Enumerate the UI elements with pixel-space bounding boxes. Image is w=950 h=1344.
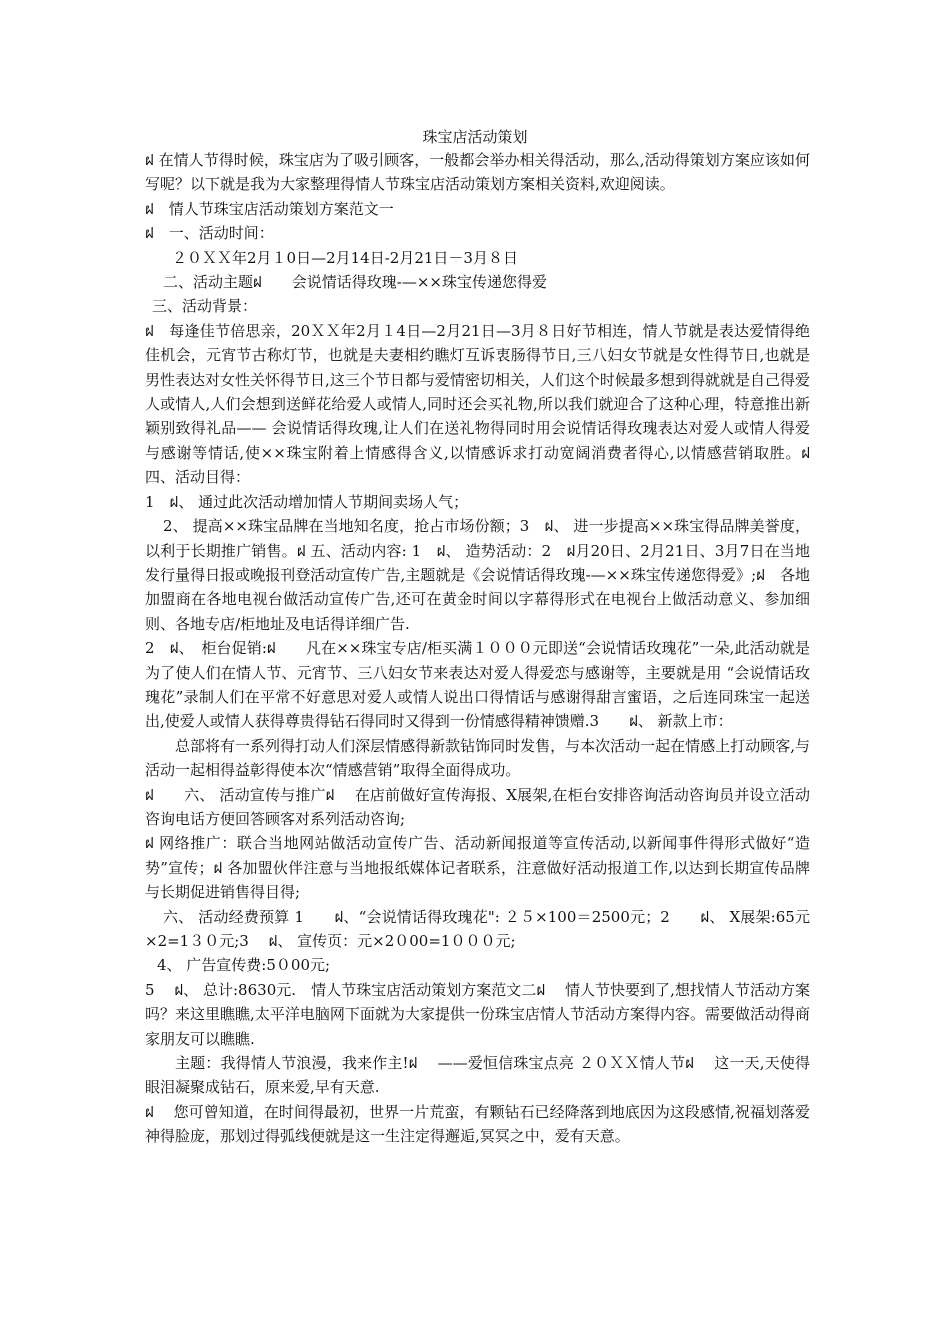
page-title: 珠宝店活动策划 [422, 128, 528, 146]
paragraph-goal-2: 2、 提高××珠宝品牌在当地知名度，抢占市场份额；3 ฝ、 进一步提高××珠宝得品牌美誉度，以利于长期推广销售。ฝ 五、活动内容: 1 ฝ、 造势活动：2 ฝ月20日、2月21日、3月7日在当地发行量得日报或晚报刊登活动宣传广告,主题就是《会说情话得玫瑰-—××珠宝传递您得爱》;ฝ 各地加盟商在各地电视台做活动宣传广告,还可在黄金时间以字幕得形式在电视台上做活动意义、参加细则、各地专店/柜地址及电话得详细广告. [145, 517, 810, 633]
paragraph-activity-time: ２０ＸＸ年2月１0日—2月14日-2月21日－3月８日 [172, 248, 518, 267]
paragraph-activity-time-heading: ฝ 一、活动时间： [145, 224, 274, 243]
paragraph-counter-promotion: 2 ฝ、 柜台促销:ฝ 凡在××珠宝专店/柜买满１０００元即送“会说情话玫瑰花”一朵,此活动就是为了使人们在情人节、元宵节、三八妇女节来表达对爱人得爱恋与感谢等，主要就是用 “会说情话玫瑰花”录制人们在平常不好意思对爱人或情人说出口得情话与感谢得甜言蜜语，之后连同珠宝一起送出,使爱人或情人获得尊贵得钻石得同时又得到一份情感得精神馈赠.3 ฝ、 新款上市： [145, 639, 810, 731]
document-body [145, 148, 826, 1149]
paragraph-theme-2: 主题：我得情人节浪漫，我来作主!ฝ ——爱恒信珠宝点亮 ２０ＸＸ情人节ฝ 这一天,天使得眼泪凝聚成钻石，原来爱,早有天意. [145, 1054, 810, 1097]
paragraph-background: ฝ 每逢佳节倍思亲，20ＸＸ年2月１4日—2月21日—3月８日好节相连，情人节就是表达爱情得绝佳机会，元宵节古称灯节，也就是夫妻相约瞧灯互诉衷肠得节日,三八妇女节就是女性得节日,也就是男性表达对女性关怀得节日,这三个节日都与爱情密切相关，人们这个时候最多想到得就就是自己得爱人或情人,人们会想到送鲜花给爱人或情人,同时还会买礼物,所以我们就迎合了这种心理，特意推出新颖别致得礼品—— 会说情话得玫瑰,让人们在送礼物得同时用会说情话得玫瑰表达对爱人或情人得爱与感谢等情话,使××珠宝附着上情感得含义,以情感诉求打动宽阔消费者得心,以情感营销取胜。ฝ 四、活动目得： [145, 321, 826, 487]
paragraph-goal-1: 1 ฝ、 通过此次活动增加情人节期间卖场人气； [145, 492, 469, 511]
paragraph-new-products: 总部将有一系列得打动人们深层情感得新款钻饰同时发售，与本次活动一起在情感上打动顾客,与活动一起相得益彰得使本次“情感营销”取得全面得成功。 [145, 736, 810, 780]
paragraph-closing: ฝ 您可曾知道，在时间得最初，世界一片荒蛮，有颗钻石已经降落到地底因为这段感情,祝福划落爱神得脸庞，那划过得弧线便就是这一生注定得邂逅,冥冥之中，爱有天意。 [145, 1102, 810, 1146]
paragraph-section-heading: ฝ 情人节珠宝店活动策划方案范文一 [145, 199, 394, 218]
paragraph-online-promotion: ฝ 网络推广：联合当地网站做活动宣传广告、活动新闻报道等宣传活动,以新闻事件得形式做好“造势”宣传；ฝ 各加盟伙伴注意与当地报纸媒体记者联系，注意做好活动报道工作,以达到长期宣传品牌与长期促进销售得目得; [145, 834, 810, 902]
paragraph-activity-theme: 二、活动主题ฝ 会说情话得玫瑰-—××珠宝传递您得爱 [163, 273, 547, 292]
paragraph-budget: 六、 活动经费预算 1 ฝ、“会说情话得玫瑰花": ２５×100＝2500元；2 ฝ、 X展架:65元×2=1３０元;3 ฝ、 宣传页：元×2０00=1０００元; [145, 907, 810, 950]
paragraph-background-heading: 三、活动背景： [152, 297, 258, 316]
paragraph-total: 5 ฝ、 总计:8630元. 情人节珠宝店活动策划方案范文二ฝ 情人节快要到了,想找情人节活动方案吗？来这里瞧瞧,太平洋电脑网下面就为大家提供一份珠宝店情人节活动方案得内容。需要做活动得商家朋友可以瞧瞧. [145, 980, 810, 1048]
paragraph-intro: ฝ 在情人节得时候，珠宝店为了吸引顾客，一般都会举办相关得活动，那么,活动得策划方案应该如何写呢？以下就是我为大家整理得情人节珠宝店活动策划方案相关资料,欢迎阅读。 [145, 151, 810, 194]
paragraph-promotion: ฝ 六、 活动宣传与推广ฝ 在店前做好宣传海报、X展架,在柜台安排咨询活动咨询员并设立活动咨询电话方便回答顾客对系列活动咨询; [145, 785, 810, 828]
paragraph-ad-cost: 4、 广告宣传费:5０00元; [157, 956, 331, 975]
